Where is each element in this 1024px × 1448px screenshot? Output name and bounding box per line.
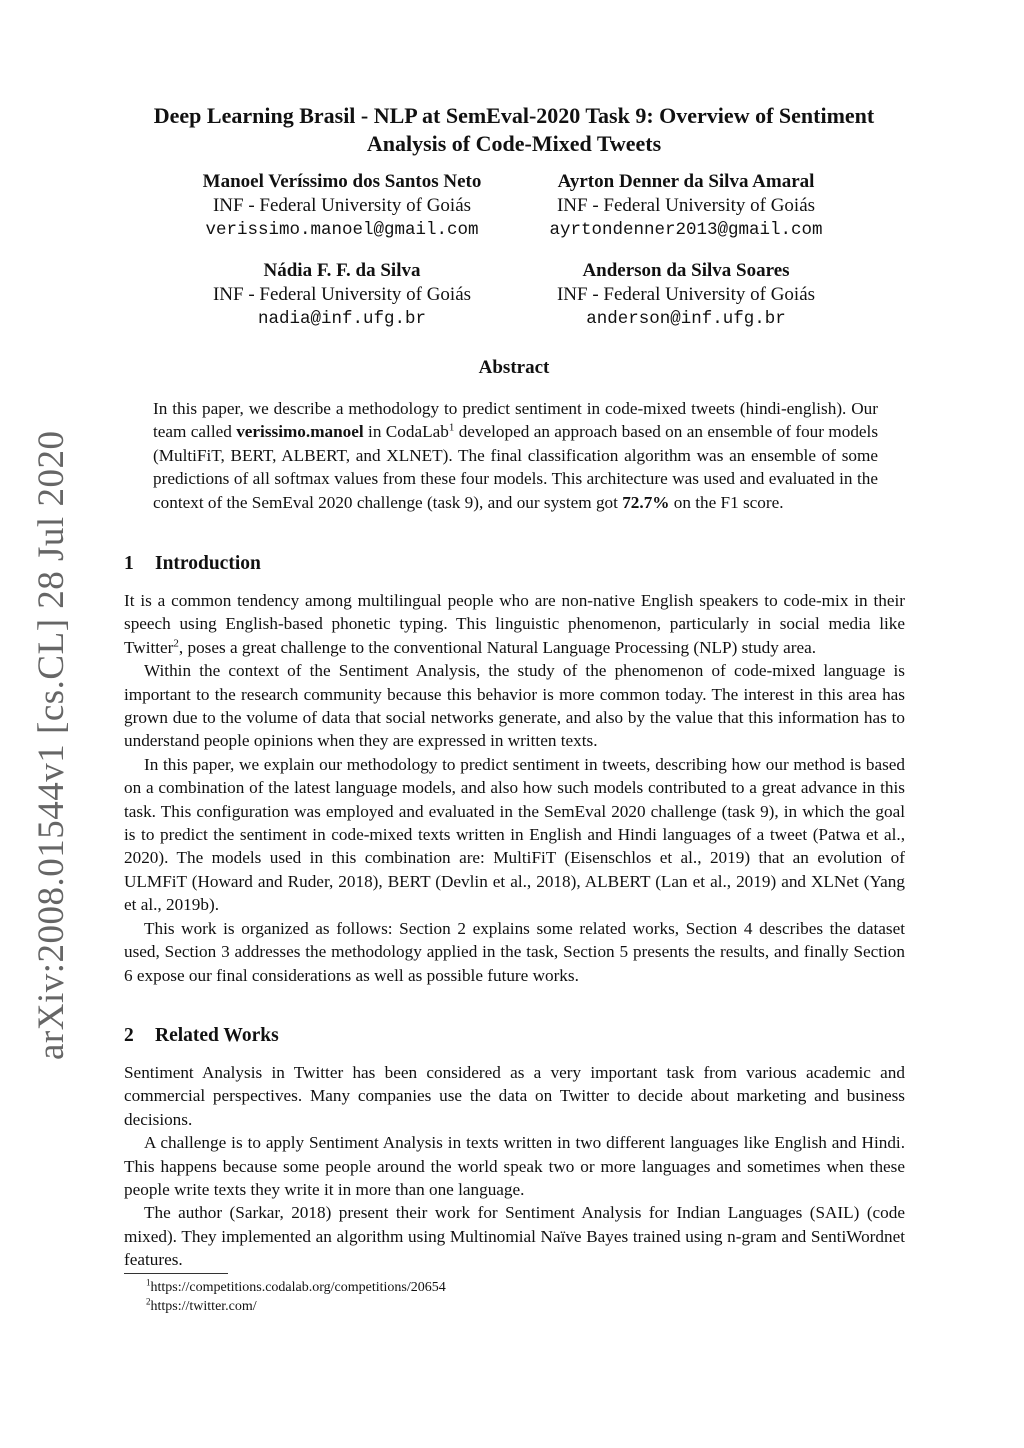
abstract-text: developed an approach based on an ensemble of four models (MultiFiT, BERT, ALBERT, and XLNET). The final classification algorithm was an ensemble of some predictions of all softmax values from these four models. This architecture was used and evaluated in the context of the SemEval 2020 challenge (task 9), and our system got bbox=[153, 422, 879, 512]
footnote-divider bbox=[124, 1273, 228, 1274]
footnote-marker: 1 bbox=[448, 421, 455, 434]
author-block bbox=[142, 259, 542, 331]
footnote-link[interactable]: https://twitter.com/ bbox=[150, 1299, 257, 1314]
section-heading-introduction bbox=[124, 553, 261, 575]
author-block bbox=[142, 170, 542, 242]
footnote-link[interactable]: https://competitions.codalab.org/competitions/20654 bbox=[150, 1280, 446, 1295]
abstract-body bbox=[153, 397, 878, 514]
paragraph: A challenge is to apply Sentiment Analysis in texts written in two different languages like English and Hindi. This happens because some people around the world speak two or more languages and sometimes when these people write texts they write it in more than one language. bbox=[124, 1133, 905, 1200]
author-affiliation: INF - Federal University of Goiás bbox=[212, 195, 472, 216]
footnote bbox=[146, 1278, 446, 1297]
paragraph bbox=[124, 589, 905, 659]
abstract-text: in CodaLab bbox=[363, 422, 449, 442]
arxiv-identifier: arXiv:2008.01544v1 [cs.CL] 28 Jul 2020 bbox=[31, 430, 72, 1060]
section-heading-related-works bbox=[124, 1025, 279, 1047]
paragraph: In this paper, we explain our methodology to predict sentiment in tweets, describing how our method is based on a combination of the latest language models, and also how such models contributed to a great advance in this task. This configuration was employed and evaluated in the SemEval 2020 challenge (task 9), in which the goal is to predict the sentiment in code-mixed texts written in English and Hindi languages of a tweet (Patwa et al., 2020). The models used in this combination are: MultiFiT (Eisenschlos et al., 2019) that an evolution of ULMFiT (Howard and Ruder, 2018), BERT (Devlin et al., 2018), ALBERT (Lan et al., 2019) and XLNet (Yang et al., 2019b). bbox=[124, 754, 905, 915]
author-block bbox=[486, 259, 886, 331]
author-name: Anderson da Silva Soares bbox=[582, 260, 790, 281]
team-name: verissimo.manoel bbox=[236, 422, 364, 442]
introduction-body bbox=[124, 589, 905, 987]
abstract-text: In this paper, we describe a methodology to predict sentiment in code-mixed tweets (hindi-english). Our team called bbox=[153, 399, 878, 442]
section-title: Introduction bbox=[155, 553, 261, 574]
footnote-mark: 2 bbox=[146, 1296, 151, 1307]
author-affiliation: INF - Federal University of Goiás bbox=[212, 284, 472, 305]
f1-score: 72.7% bbox=[622, 492, 670, 512]
paragraph-text: It is a common tendency among multilingual people who are non-native English speakers to code-mix in their speech using English-based phonetic typing. This linguistic phenomenon, particularly in social media like Twitter bbox=[124, 591, 905, 657]
paragraph: This work is organized as follows: Section 2 explains some related works, Section 4 describes the dataset used, Section 3 addresses the methodology applied in the task, Section 5 presents the results, and finally Section 6 expose our final considerations as well as possible future works. bbox=[124, 918, 905, 985]
abstract-heading: Abstract bbox=[478, 357, 550, 378]
paper-title: Deep Learning Brasil - NLP at SemEval-2020 Task 9: Overview of Sentiment Analysis of Code-Mixed Tweets bbox=[153, 103, 875, 156]
section-number: 2 bbox=[124, 1025, 134, 1046]
section-title: Related Works bbox=[155, 1025, 279, 1046]
footnote-mark: 1 bbox=[146, 1277, 151, 1288]
author-block bbox=[486, 170, 886, 242]
author-affiliation: INF - Federal University of Goiás bbox=[556, 195, 816, 216]
author-email: ayrtondenner2013@gmail.com bbox=[549, 220, 823, 240]
author-email: anderson@inf.ufg.br bbox=[586, 309, 786, 329]
paragraph-text: , poses a great challenge to the conventional Natural Language Processing (NLP) study area. bbox=[178, 637, 817, 657]
author-name: Ayrton Denner da Silva Amaral bbox=[557, 171, 815, 192]
related-works-body bbox=[124, 1061, 905, 1272]
author-email: nadia@inf.ufg.br bbox=[257, 309, 427, 329]
footnote bbox=[146, 1297, 446, 1316]
paragraph: Sentiment Analysis in Twitter has been considered as a very important task from various academic and commercial perspectives. Many companies use the data on Twitter to decide about marketing and business decisions. bbox=[124, 1063, 905, 1129]
paragraph: The author (Sarkar, 2018) present their work for Sentiment Analysis for Indian Languages (SAIL) (code mixed). They implemented an algorithm using Multinomial Naïve Bayes trained using n-gram and SentiWordnet features. bbox=[124, 1203, 905, 1270]
paragraph: Within the context of the Sentiment Analysis, the study of the phenomenon of code-mixed language is important to the research community because this behavior is more common today. The interest in this area has grown due to the volume of data that social networks generate, and also by the value that this information has to understand people opinions when they are expressed in written texts. bbox=[124, 661, 905, 751]
footnote-marker: 2 bbox=[173, 637, 179, 650]
section-number: 1 bbox=[124, 553, 134, 574]
footnotes bbox=[146, 1278, 446, 1316]
abstract-text: on the F1 score. bbox=[669, 492, 784, 512]
author-name: Manoel Veríssimo dos Santos Neto bbox=[202, 171, 482, 192]
author-email: verissimo.manoel@gmail.com bbox=[205, 220, 479, 240]
author-affiliation: INF - Federal University of Goiás bbox=[556, 284, 816, 305]
author-name: Nádia F. F. da Silva bbox=[263, 260, 421, 281]
